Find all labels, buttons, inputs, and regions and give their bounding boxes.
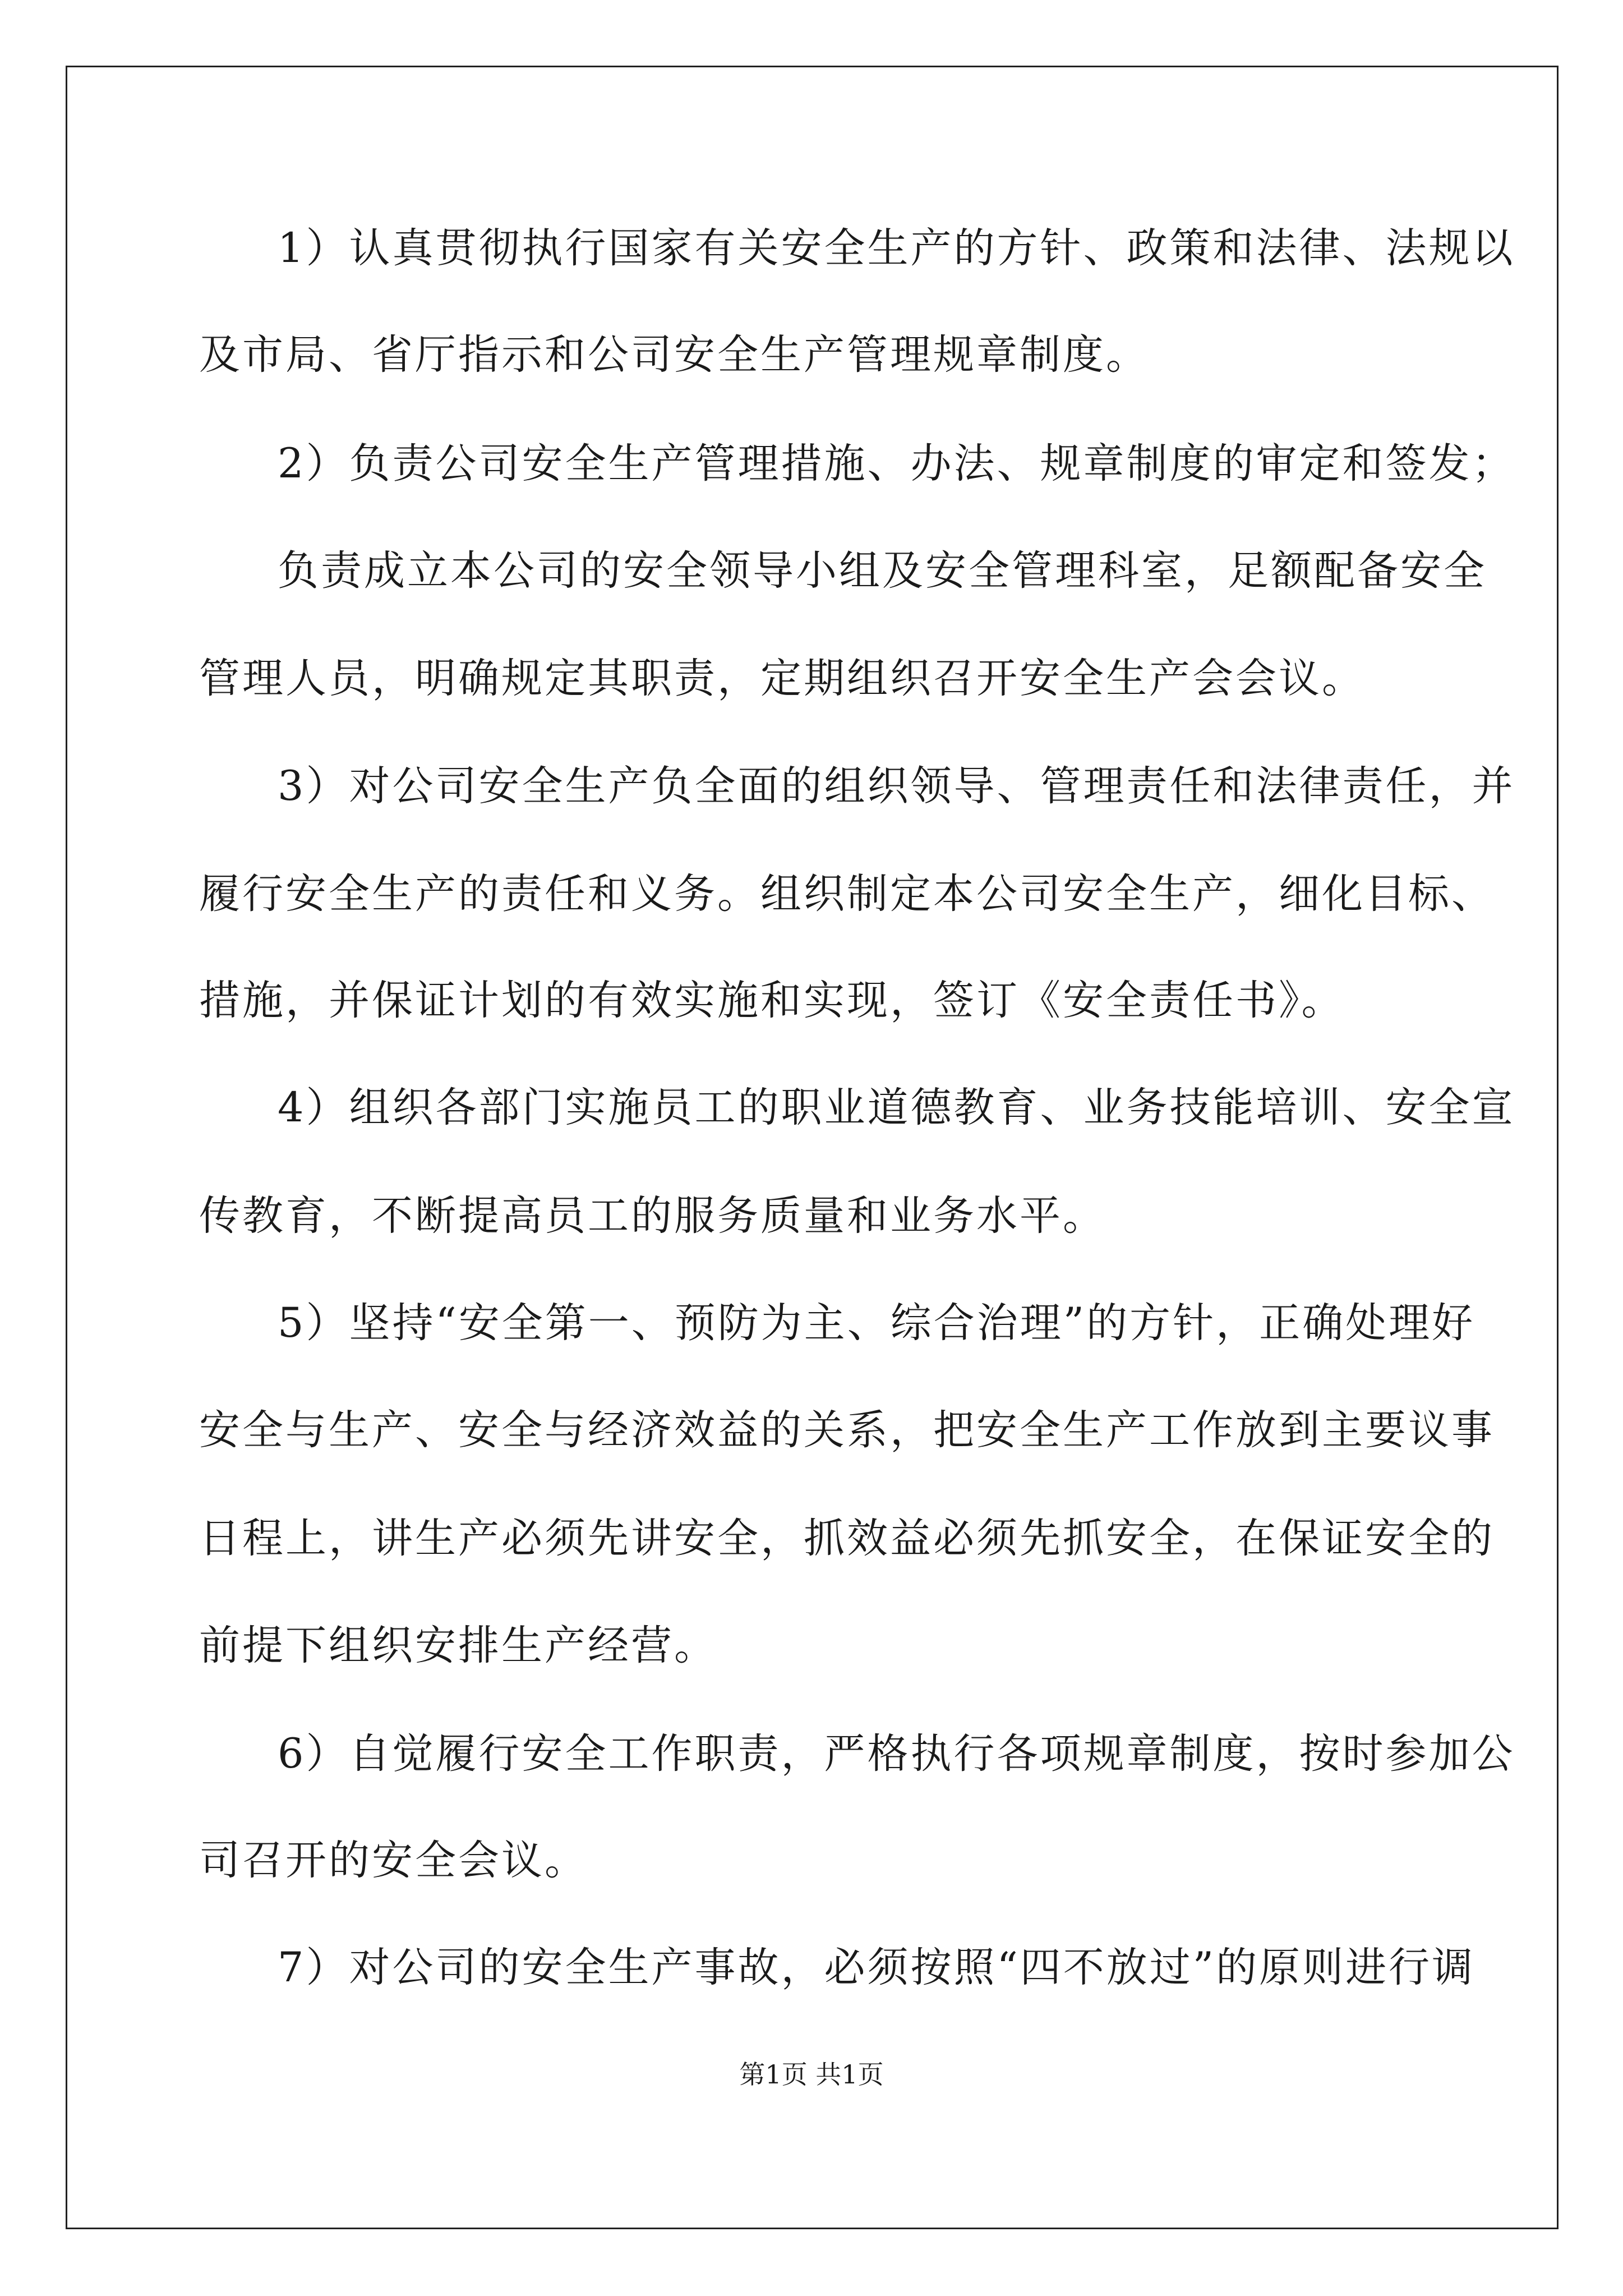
paragraph-2-line-3: 管理人员，明确规定其职责，定期组织召开安全生产会会议。 (199, 655, 1365, 702)
page-number-footer: 第1页 共1页 (739, 2059, 884, 2090)
paragraph-1-line-2: 及市局、省厅指示和公司安全生产管理规章制度。 (199, 331, 1149, 379)
paragraph-3-line-3: 措施，并保证计划的有效实施和实现，签订《安全责任书》。 (199, 977, 1345, 1024)
paragraph-1-line-1: 1）认真贯彻执行国家有关安全生产的方针、政策和法律、法规以 (278, 224, 1515, 272)
paragraph-7-line-1: 7）对公司的安全生产事故，必须按照“四不放过”的原则进行调 (278, 1944, 1476, 1991)
page-border (66, 66, 1559, 2229)
paragraph-6-line-2: 司召开的安全会议。 (199, 1837, 588, 1884)
paragraph-5-line-2: 安全与生产、安全与经济效益的关系，把安全生产工作放到主要议事 (199, 1406, 1495, 1454)
paragraph-3-line-2: 履行安全生产的责任和义务。组织制定本公司安全生产，细化目标、 (199, 870, 1495, 918)
paragraph-5-line-3: 日程上，讲生产必须先讲安全，抓效益必须先抓安全，在保证安全的 (199, 1515, 1495, 1562)
paragraph-2-line-2: 负责成立本公司的安全领导小组及安全管理科室，足额配备安全 (278, 547, 1487, 595)
paragraph-5-line-4: 前提下组织安排生产经营。 (199, 1622, 717, 1669)
paragraph-4-line-2: 传教育，不断提高员工的服务质量和业务水平。 (199, 1192, 1106, 1240)
paragraph-6-line-1: 6）自觉履行安全工作职责，严格执行各项规章制度，按时参加公 (278, 1730, 1515, 1778)
paragraph-3-line-1: 3）对公司安全生产负全面的组织领导、管理责任和法律责任，并 (278, 762, 1515, 810)
paragraph-4-line-1: 4）组织各部门实施员工的职业道德教育、业务技能培训、安全宣 (278, 1084, 1515, 1131)
paragraph-5-line-1: 5）坚持“安全第一、预防为主、综合治理”的方针，正确处理好 (278, 1299, 1476, 1347)
paragraph-2-line-1: 2）负责公司安全生产管理措施、办法、规章制度的审定和签发； (278, 440, 1515, 487)
